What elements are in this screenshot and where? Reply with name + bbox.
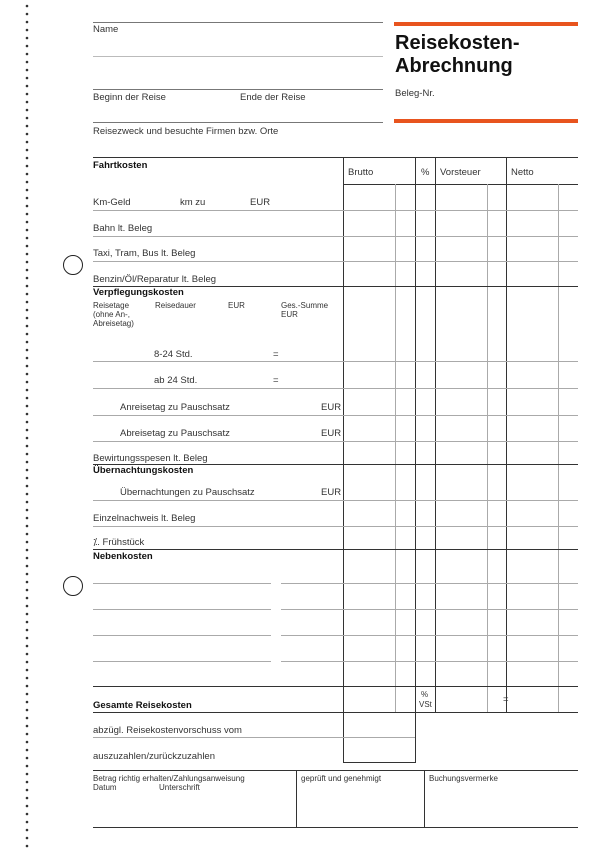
verpflegung-heading: Verpflegungskosten (93, 287, 184, 298)
fruehstueck-label: ⁒. Frühstück (93, 537, 145, 548)
perforation-dot (26, 421, 29, 424)
perforation-dot (26, 669, 29, 672)
col-vorsteuer-left (435, 157, 436, 712)
nebenkosten-line[interactable] (281, 635, 343, 636)
perforation-dot (26, 597, 29, 600)
nebenkosten-line[interactable] (93, 635, 271, 636)
perforation-dot (26, 693, 29, 696)
perforation-dot (26, 509, 29, 512)
perforation-dot (26, 469, 29, 472)
ges-summe-label: Ges.-Summe (281, 301, 329, 310)
beleg-nr-label: Beleg-Nr. (395, 88, 435, 99)
row-line (93, 737, 415, 738)
eur-label: EUR (321, 487, 342, 498)
perforation-dot (26, 53, 29, 56)
binder-hole-bottom (63, 576, 83, 596)
eur-label: EUR (250, 197, 271, 208)
bewirtung-label: Bewirtungsspesen lt. Beleg (93, 453, 208, 464)
perforation-dot (26, 557, 29, 560)
perforation-dot (26, 653, 29, 656)
perforation-dot (26, 621, 29, 624)
nebenkosten-line[interactable] (281, 661, 343, 662)
title-line2: Abrechnung (395, 55, 513, 77)
perforation-dot (26, 565, 29, 568)
col-brutto-left (343, 157, 344, 763)
betrag-label: Betrag richtig erhalten/Zahlungsanweisung (93, 774, 245, 783)
rule (93, 89, 383, 90)
perforation-dot (26, 189, 29, 192)
unterschrift-label: Unterschrift (159, 783, 200, 792)
perforation-dot (26, 157, 29, 160)
nebenkosten-line[interactable] (281, 583, 343, 584)
perforation-dot (26, 277, 29, 280)
perforation-dot (26, 85, 29, 88)
perforation-dot (26, 173, 29, 176)
km-zu-label: km zu (180, 197, 206, 208)
equals-sign: = (503, 694, 509, 705)
perforation-dot (26, 205, 29, 208)
perforation-dot (26, 77, 29, 80)
row-line (93, 236, 578, 237)
perforation-dot (26, 813, 29, 816)
row-line (343, 661, 578, 662)
perforation-dot (26, 381, 29, 384)
perforation-dot (26, 181, 29, 184)
gesamt-label: Gesamte Reisekosten (93, 700, 192, 711)
perforation-dot (26, 845, 29, 848)
perforation-dot (26, 61, 29, 64)
perforation-dot (26, 133, 29, 136)
perforation-dot (26, 573, 29, 576)
perforation-dot (26, 589, 29, 592)
perforation-dot (26, 821, 29, 824)
perforation-dot (26, 629, 29, 632)
ende-label: Ende der Reise (240, 92, 306, 103)
ges-eur-label: EUR (281, 310, 298, 319)
perforation-dot (26, 741, 29, 744)
perforation-dot (26, 117, 29, 120)
footer-bottom-rule (93, 827, 578, 828)
section-rule (93, 686, 578, 687)
fahrtkosten-heading: Fahrtkosten (93, 160, 148, 171)
perforation-dot (26, 765, 29, 768)
vst-label: VSt (419, 700, 432, 709)
col-netto: Netto (511, 167, 534, 178)
perforation-dot (26, 605, 29, 608)
nebenkosten-heading: Nebenkosten (93, 551, 153, 562)
row-line (343, 609, 578, 610)
beginn-label: Beginn der Reise (93, 92, 166, 103)
perforation-dot (26, 341, 29, 344)
perforation-dot (26, 413, 29, 416)
eur-label: EUR (321, 402, 342, 413)
perforation-dot (26, 109, 29, 112)
nebenkosten-line[interactable] (93, 583, 271, 584)
perforation-dot (26, 141, 29, 144)
km-geld-label: Km-Geld (93, 197, 131, 208)
pct-sign: % (421, 690, 429, 699)
perforation-dot (26, 549, 29, 552)
abreisetag-label: Abreisetag) (93, 319, 134, 328)
perforation-dot (26, 685, 29, 688)
perforation-dot (26, 405, 29, 408)
perforation-dot (26, 69, 29, 72)
perforation-dot (26, 325, 29, 328)
column-header-rule (343, 184, 578, 185)
rule (93, 22, 383, 23)
perforation-dot (26, 213, 29, 216)
nebenkosten-line[interactable] (93, 661, 271, 662)
perforation-dot (26, 21, 29, 24)
anreisetag-label: Anreisetag zu Pauschsatz (120, 402, 230, 413)
col-vorsteuer: Vorsteuer (440, 167, 481, 178)
perforation-dot (26, 429, 29, 432)
perforation-dot (26, 333, 29, 336)
perforation-dot (26, 37, 29, 40)
perforation-dot (26, 373, 29, 376)
perforation-dot (26, 829, 29, 832)
nebenkosten-line[interactable] (281, 609, 343, 610)
perforation-dot (26, 773, 29, 776)
rule (93, 122, 383, 123)
perforation-dot (26, 445, 29, 448)
footer-divider (424, 770, 425, 827)
abreisetag-pausch-label: Abreisetag zu Pauschsatz (120, 428, 230, 439)
perforation-dot (26, 5, 29, 8)
perforation-dot (26, 541, 29, 544)
equals-sign: = (273, 349, 279, 360)
buchung-label: Buchungsvermerke (429, 774, 498, 783)
perforation-dot (26, 661, 29, 664)
std-8-24-label: 8-24 Std. (154, 349, 193, 360)
eur-label: EUR (321, 428, 342, 439)
geprueft-label: geprüft und genehmigt (301, 774, 382, 783)
perforation-dot (26, 581, 29, 584)
perforation-dot (26, 229, 29, 232)
col-percent: % (421, 167, 430, 178)
title-line1: Reisekosten- (395, 32, 520, 54)
zweck-label: Reisezweck und besuchte Firmen bzw. Orte (93, 126, 279, 137)
perforation-dot (26, 533, 29, 536)
perforation-dot (26, 493, 29, 496)
section-rule (93, 549, 578, 550)
perforation-dot (26, 789, 29, 792)
row-line (93, 415, 578, 416)
perforation-dot (26, 389, 29, 392)
eur-label: EUR (228, 301, 245, 310)
perforation-dot (26, 149, 29, 152)
perforation-dot (26, 293, 29, 296)
perforation-dot (26, 29, 29, 32)
benzin-label: Benzin/Öl/Reparatur lt. Beleg (93, 274, 217, 285)
col-percent-left (415, 157, 416, 763)
perforation-dot (26, 461, 29, 464)
col-brutto-cents (395, 184, 396, 712)
perforation-dot (26, 357, 29, 360)
nebenkosten-line[interactable] (93, 609, 271, 610)
perforation-dot (26, 637, 29, 640)
perforation-dot (26, 613, 29, 616)
perforation-dot (26, 261, 29, 264)
perforation-dot (26, 13, 29, 16)
perforation-dot (26, 453, 29, 456)
perforation-dot (26, 365, 29, 368)
taxi-label: Taxi, Tram, Bus lt. Beleg (93, 248, 196, 259)
perforation-dot (26, 717, 29, 720)
perforation-dot (26, 485, 29, 488)
row-line (93, 526, 578, 527)
row-line (343, 583, 578, 584)
perforation-dot (26, 349, 29, 352)
datum-label: Datum (93, 783, 117, 792)
auszahlen-label: auszuzahlen/zurückzuzahlen (93, 751, 215, 762)
vorschuss-label: abzügl. Reisekostenvorschuss vom (93, 725, 242, 736)
pauschal-label: Übernachtungen zu Pauschsatz (120, 487, 255, 498)
perforation-dot (26, 757, 29, 760)
row-line (93, 500, 578, 501)
perforation-dot (26, 677, 29, 680)
perforation-dot (26, 165, 29, 168)
perforation-dot (26, 477, 29, 480)
perforation-dot (26, 253, 29, 256)
perforation-dot (26, 837, 29, 840)
accent-bar-top (394, 22, 578, 26)
reisetage-label: Reisetage (93, 301, 130, 310)
perforation-dot (26, 701, 29, 704)
perforation-dot (26, 197, 29, 200)
perforation-dot (26, 101, 29, 104)
perforation-dot (26, 237, 29, 240)
perforation-dot (26, 45, 29, 48)
perforation-dot (26, 269, 29, 272)
row-line (343, 762, 415, 763)
uebernachtung-heading: Übernachtungskosten (93, 465, 194, 476)
row-line (93, 361, 578, 362)
totals-rule (93, 712, 578, 713)
perforation-dot (26, 221, 29, 224)
perforation-dots (22, 0, 32, 849)
perforation-dot (26, 781, 29, 784)
perforation-dot (26, 517, 29, 520)
perforation-dot (26, 125, 29, 128)
perforation-dot (26, 301, 29, 304)
row-line (93, 261, 578, 262)
einzel-label: Einzelnachweis lt. Beleg (93, 513, 196, 524)
row-line (343, 635, 578, 636)
accent-bar-bottom (394, 119, 578, 123)
std-24-label: ab 24 Std. (154, 375, 198, 386)
perforation-dot (26, 525, 29, 528)
footer-top-rule (93, 770, 578, 771)
perforation-dot (26, 285, 29, 288)
equals-sign: = (273, 375, 279, 386)
binder-hole-top (63, 255, 83, 275)
perforation-dot (26, 725, 29, 728)
perforation-dot (26, 309, 29, 312)
perforation-dot (26, 93, 29, 96)
perforation-dot (26, 709, 29, 712)
perforation-dot (26, 797, 29, 800)
row-line (93, 388, 578, 389)
ohne-an-label: (ohne An-, (93, 310, 130, 319)
perforation-dot (26, 437, 29, 440)
row-line (93, 441, 578, 442)
perforation-dot (26, 501, 29, 504)
footer-divider (296, 770, 297, 827)
perforation-dot (26, 245, 29, 248)
perforation-dot (26, 749, 29, 752)
bahn-label: Bahn lt. Beleg (93, 223, 153, 234)
name-label: Name (93, 24, 119, 35)
perforation-dot (26, 805, 29, 808)
perforation-dot (26, 317, 29, 320)
col-brutto: Brutto (348, 167, 374, 178)
perforation-dot (26, 733, 29, 736)
perforation-dot (26, 645, 29, 648)
perforation-dot (26, 397, 29, 400)
col-netto-left (506, 157, 507, 712)
name-line[interactable] (93, 56, 383, 57)
reisedauer-label: Reisedauer (155, 301, 196, 310)
col-netto-cents (558, 184, 559, 712)
row-line (93, 210, 578, 211)
col-vorsteuer-cents (487, 184, 488, 712)
